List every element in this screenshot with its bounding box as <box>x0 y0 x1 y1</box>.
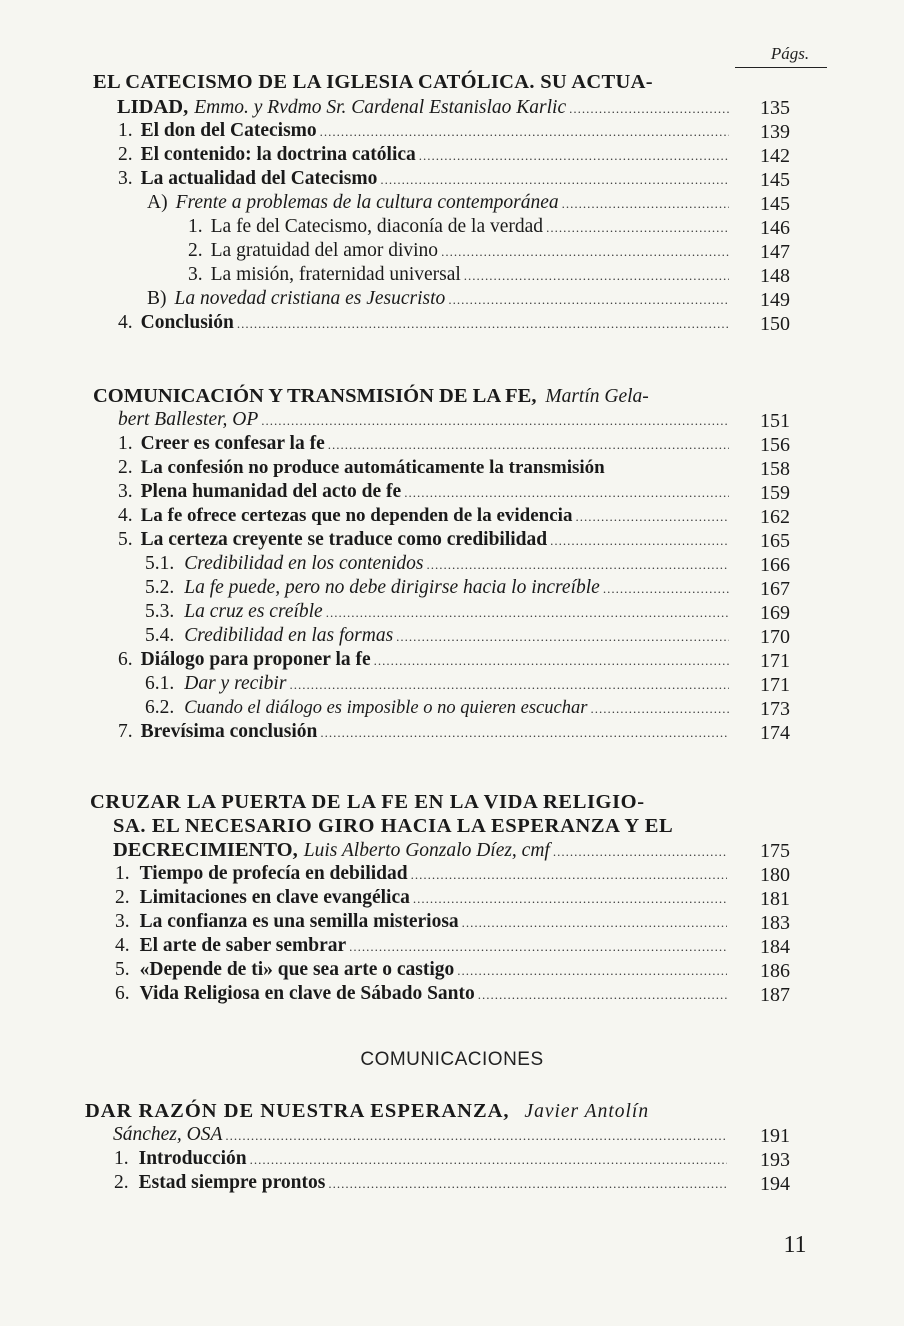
entry-label: La certeza creyente se traduce como credibilidad <box>140 529 548 550</box>
dot-leader <box>404 481 729 505</box>
s4-title-author-cont: Sánchez, OSA <box>113 1124 223 1145</box>
entry-label: Conclusión <box>140 312 234 333</box>
entry-label: La gratuidad del amor divino <box>210 240 439 261</box>
entry-label: La actualidad del Catecismo <box>140 168 378 189</box>
toc-entry <box>188 263 729 287</box>
entry-num: 5.1. <box>145 553 175 574</box>
dot-leader <box>328 433 729 457</box>
entry-num: 2. <box>114 1172 129 1193</box>
entry-num: 1. <box>115 863 130 884</box>
entry-page: 142 <box>760 145 790 167</box>
s2-title-author-cont: bert Ballester, OP <box>118 409 259 430</box>
dot-leader <box>380 168 729 192</box>
dot-leader <box>396 625 729 649</box>
dot-leader <box>550 529 729 553</box>
entry-num: 6.2. <box>145 697 175 718</box>
dot-leader <box>562 192 729 216</box>
entry-num: 1. <box>114 1148 129 1169</box>
toc-entry <box>147 287 729 311</box>
entry-label: Brevísima conclusión <box>140 721 318 742</box>
s3-title-page: 175 <box>760 840 790 862</box>
entry-label: Cuando el diálogo es imposible o no quieren escuchar <box>184 698 588 718</box>
dot-leader <box>426 553 729 577</box>
toc-entry <box>145 576 729 600</box>
entry-page: 193 <box>760 1149 790 1171</box>
entry-page: 180 <box>760 864 790 886</box>
dot-leader <box>575 505 729 529</box>
s4-title-line2 <box>113 1123 727 1147</box>
s3-title-line3 <box>113 838 727 862</box>
entry-page: 173 <box>760 698 790 720</box>
entry-page: 171 <box>760 650 790 672</box>
entry-page: 174 <box>760 722 790 744</box>
toc-entry <box>118 480 729 504</box>
entry-label: La misión, fraternidad universal <box>210 264 461 285</box>
dot-leader <box>464 264 729 288</box>
pags-rule <box>735 67 827 68</box>
entry-num: 3. <box>115 911 130 932</box>
entry-page: 145 <box>760 169 790 191</box>
entry-num: 2. <box>118 144 133 165</box>
toc-entry <box>145 672 729 696</box>
toc-entry <box>115 934 727 958</box>
s4-title-bold: DAR RAZÓN DE NUESTRA ESPERANZA, <box>85 1100 510 1122</box>
entry-num: B) <box>147 288 167 309</box>
dot-leader <box>326 601 729 625</box>
dot-leader <box>374 649 729 673</box>
dot-leader <box>237 312 729 336</box>
entry-page: 150 <box>760 313 790 335</box>
dot-leader <box>448 288 729 312</box>
entry-num: 5. <box>115 959 130 980</box>
entry-num: 1. <box>188 216 203 237</box>
dot-leader <box>553 840 727 864</box>
dot-leader <box>478 983 727 1007</box>
entry-page: 184 <box>760 936 790 958</box>
entry-num: A) <box>147 192 168 213</box>
s1-title-author: Emmo. y Rvdmo Sr. Cardenal Estanislao Karlic <box>194 97 567 118</box>
entry-num: 2. <box>118 457 133 478</box>
entry-label: La cruz es creíble <box>184 601 323 622</box>
toc-entry <box>115 910 727 934</box>
entry-num: 1. <box>118 120 133 141</box>
dot-leader <box>590 697 729 721</box>
dot-leader <box>320 721 729 745</box>
toc-entry <box>118 528 729 552</box>
entry-num: 7. <box>118 721 133 742</box>
toc-entry <box>118 143 729 167</box>
toc-entry <box>115 862 727 886</box>
entry-page: 181 <box>760 888 790 910</box>
dot-leader <box>462 911 727 935</box>
entry-num: 4. <box>118 505 133 526</box>
entry-label: Estad siempre prontos <box>138 1172 326 1193</box>
toc-entry <box>118 432 729 456</box>
entry-page: 165 <box>760 530 790 552</box>
entry-page: 170 <box>760 626 790 648</box>
entry-num: 3. <box>118 481 133 502</box>
s2-title-page: 151 <box>760 410 790 432</box>
s3-title-bold: DECRECIMIENTO, <box>113 839 298 861</box>
dot-leader <box>569 97 729 121</box>
page-number: 11 <box>783 1232 807 1258</box>
pags-label: Págs. <box>770 44 810 63</box>
entry-num: 5.4. <box>145 625 175 646</box>
s2-title-line2 <box>118 408 729 432</box>
entry-label: Limitaciones en clave evangélica <box>139 887 410 908</box>
entry-page: 194 <box>760 1173 790 1195</box>
entry-num: 6. <box>118 649 133 670</box>
toc-entry <box>114 1171 727 1195</box>
entry-label: El don del Catecismo <box>140 120 317 141</box>
s1-title-line1: EL CATECISMO DE LA IGLESIA CATÓLICA. SU ACTUA- <box>93 71 653 93</box>
entry-num: 2. <box>188 240 203 261</box>
entry-label: Vida Religiosa en clave de Sábado Santo <box>139 983 475 1004</box>
entry-page: 159 <box>760 482 790 504</box>
dot-leader <box>603 577 729 601</box>
s2-title-author: Martín Gela- <box>545 386 649 407</box>
toc-entry <box>118 648 729 672</box>
entry-page: 145 <box>760 193 790 215</box>
entry-page: 146 <box>760 217 790 239</box>
s1-title-bold: LIDAD, <box>117 96 189 118</box>
entry-num: 3. <box>188 264 203 285</box>
entry-num: 2. <box>115 887 130 908</box>
toc-entry <box>118 720 729 744</box>
s3-title-line1: CRUZAR LA PUERTA DE LA FE EN LA VIDA RELIGIO- <box>90 791 645 813</box>
entry-label: Introducción <box>138 1148 247 1169</box>
entry-label: Plena humanidad del acto de fe <box>140 481 402 502</box>
entry-label: El arte de saber sembrar <box>139 935 347 956</box>
s1-title-page: 135 <box>760 97 790 119</box>
s4-title-author: Javier Antolín <box>524 1101 650 1122</box>
s4-title-page: 191 <box>760 1125 790 1147</box>
s4-title-line1 <box>85 1099 730 1123</box>
dot-leader <box>349 935 727 959</box>
toc-entry <box>115 886 727 910</box>
toc-entry <box>188 215 729 239</box>
toc-entry <box>115 958 727 982</box>
entry-label: La fe del Catecismo, diaconía de la verdad <box>210 216 544 237</box>
s3-title-author: Luis Alberto Gonzalo Díez, cmf <box>303 840 550 861</box>
entry-num: 1. <box>118 433 133 454</box>
entry-num: 6.1. <box>145 673 175 694</box>
entry-label: «Depende de ti» que sea arte o castigo <box>139 959 455 980</box>
entry-page: 148 <box>760 265 790 287</box>
entry-page: 169 <box>760 602 790 624</box>
toc-entry <box>145 552 729 576</box>
entry-label: El contenido: la doctrina católica <box>140 144 416 165</box>
toc-entry <box>147 191 729 215</box>
entry-page: 156 <box>760 434 790 456</box>
entry-page: 149 <box>760 289 790 311</box>
entry-page: 186 <box>760 960 790 982</box>
dot-leader <box>289 673 729 697</box>
comunicaciones-heading: COMUNICACIONES <box>360 1049 544 1070</box>
dot-leader <box>441 240 729 264</box>
entry-num: 5.2. <box>145 577 175 598</box>
entry-label: La confianza es una semilla misteriosa <box>139 911 459 932</box>
s3-title-line2: SA. EL NECESARIO GIRO HACIA LA ESPERANZA Y EL <box>113 815 674 837</box>
entry-page: 147 <box>760 241 790 263</box>
entry-label: Frente a problemas de la cultura contemporánea <box>175 192 559 213</box>
dot-leader <box>250 1148 727 1172</box>
entry-num: 4. <box>115 935 130 956</box>
entry-page: 171 <box>760 674 790 696</box>
dot-leader <box>225 1124 727 1148</box>
s1-title-line2 <box>117 95 729 119</box>
entry-page: 139 <box>760 121 790 143</box>
dot-leader <box>457 959 727 983</box>
toc-entry <box>118 456 729 480</box>
dot-leader <box>328 1172 727 1196</box>
dot-leader <box>320 120 729 144</box>
toc-entry <box>114 1147 727 1171</box>
entry-page: 183 <box>760 912 790 934</box>
entry-label: La fe ofrece certezas que no dependen de la evidencia <box>140 505 573 526</box>
entry-page: 167 <box>760 578 790 600</box>
s2-title-line1 <box>93 384 733 408</box>
entry-page: 166 <box>760 554 790 576</box>
toc-entry <box>145 600 729 624</box>
entry-num: 5. <box>118 529 133 550</box>
entry-label: La confesión no produce automáticamente la transmisión <box>140 457 605 478</box>
entry-num: 5.3. <box>145 601 175 622</box>
entry-label: Dar y recibir <box>184 673 287 694</box>
entry-num: 6. <box>115 983 130 1004</box>
toc-entry <box>145 696 729 720</box>
entry-num: 3. <box>118 168 133 189</box>
dot-leader <box>546 216 729 240</box>
toc-entry <box>145 624 729 648</box>
s2-title-bold: COMUNICACIÓN Y TRANSMISIÓN DE LA FE, <box>93 385 537 407</box>
toc-entry <box>118 167 729 191</box>
dot-leader <box>411 863 727 887</box>
entry-label: Credibilidad en las formas <box>184 625 394 646</box>
entry-label: Tiempo de profecía en debilidad <box>139 863 408 884</box>
entry-label: Creer es confesar la fe <box>140 433 325 454</box>
toc-entry <box>118 504 729 528</box>
dot-leader <box>419 144 729 168</box>
entry-label: Credibilidad en los contenidos <box>184 553 424 574</box>
entry-label: La novedad cristiana es Jesucristo <box>174 288 446 309</box>
dot-leader <box>413 887 727 911</box>
entry-page: 187 <box>760 984 790 1006</box>
dot-leader <box>261 409 729 433</box>
entry-page: 162 <box>760 506 790 528</box>
toc-entry <box>188 239 729 263</box>
toc-entry <box>118 119 729 143</box>
entry-page: 158 <box>760 458 790 480</box>
entry-label: Diálogo para proponer la fe <box>140 649 371 670</box>
entry-num: 4. <box>118 312 133 333</box>
toc-entry <box>115 982 727 1006</box>
toc-entry <box>118 311 729 335</box>
entry-label: La fe puede, pero no debe dirigirse hacia lo increíble <box>184 577 600 598</box>
